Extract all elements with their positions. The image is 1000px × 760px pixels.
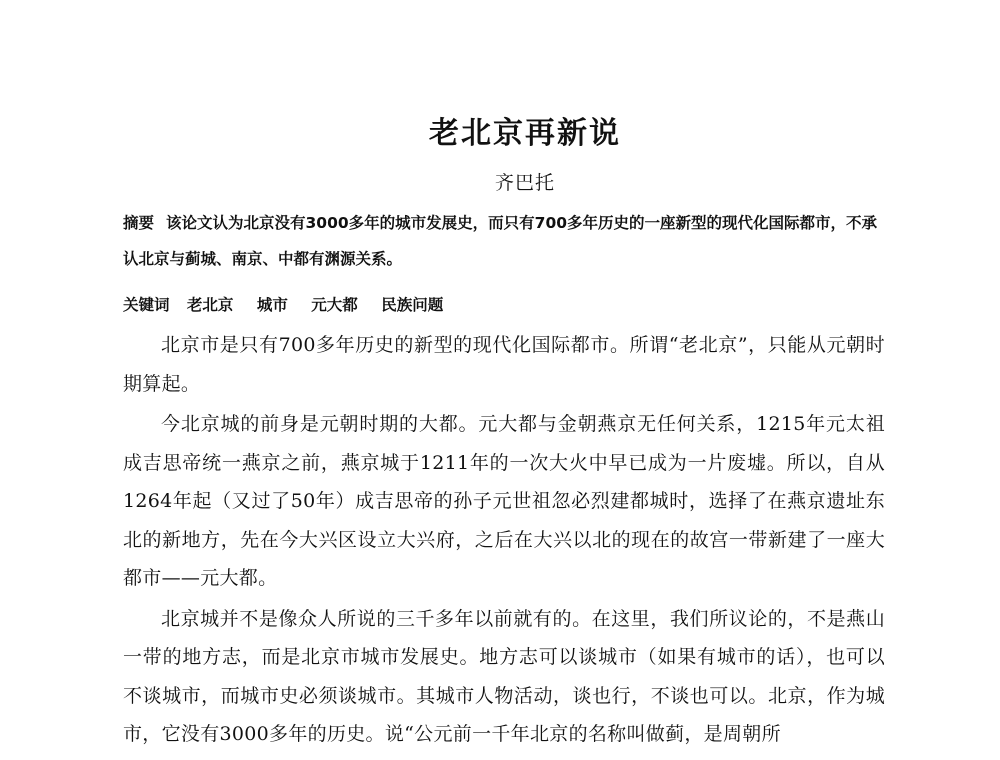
abstract-section: [123, 205, 883, 277]
keyword-item: 元大都: [311, 296, 358, 314]
keyword-item: 城市: [256, 296, 288, 314]
body-paragraph: 北京市是只有700多年历史的新型的现代化国际都市。所谓“老北京”，只能从元朝时期算起。: [123, 334, 885, 395]
abstract-label: 摘要: [123, 214, 155, 232]
keyword-item: 老北京: [186, 296, 234, 314]
keywords-section: [123, 287, 883, 323]
body-paragraph: 北京城并不是像众人所说的三千多年以前就有的。在这里，我们所议论的，不是燕山一带的地方志，而是北京市城市发展史。地方志可以谈城市（如果有城市的话），也可以不谈城市，而城市史必须谈城市。其城市人物活动，谈也行，不谈也可以。北京，作为城市，它没有3000多年的历史。说“公元前一千年北京的名称叫做蓟，是周朝所: [123, 607, 885, 745]
body-paragraph: 今北京城的前身是元朝时期的大都。元大都与金朝燕京无任何关系，1215年元太祖成吉思帝统一燕京之前，燕京城于1211年的一次大火中早已成为一片废墟。所以，自从1264年起（又过了50年）成吉思帝的孙子元世祖忽必烈建都城时，选择了在燕京遗址东北的新地方，先在今大兴区设立大兴府，之后在大兴以北的现在的故宫一带新建了一座大都市——元大都。: [123, 413, 885, 589]
keyword-item: 民族问题: [381, 296, 444, 314]
abstract-text: 该论文认为北京没有3000多年的城市发展史，而只有700多年历史的一座新型的现代化国际都市，不承认北京与蓟城、南京、中都有渊源关系。: [123, 214, 878, 268]
paper-title: 老北京再新说: [429, 116, 621, 151]
author-name: 齐巴托: [494, 172, 555, 194]
keywords-label: 关键词: [123, 296, 170, 314]
body-text: [123, 326, 885, 756]
